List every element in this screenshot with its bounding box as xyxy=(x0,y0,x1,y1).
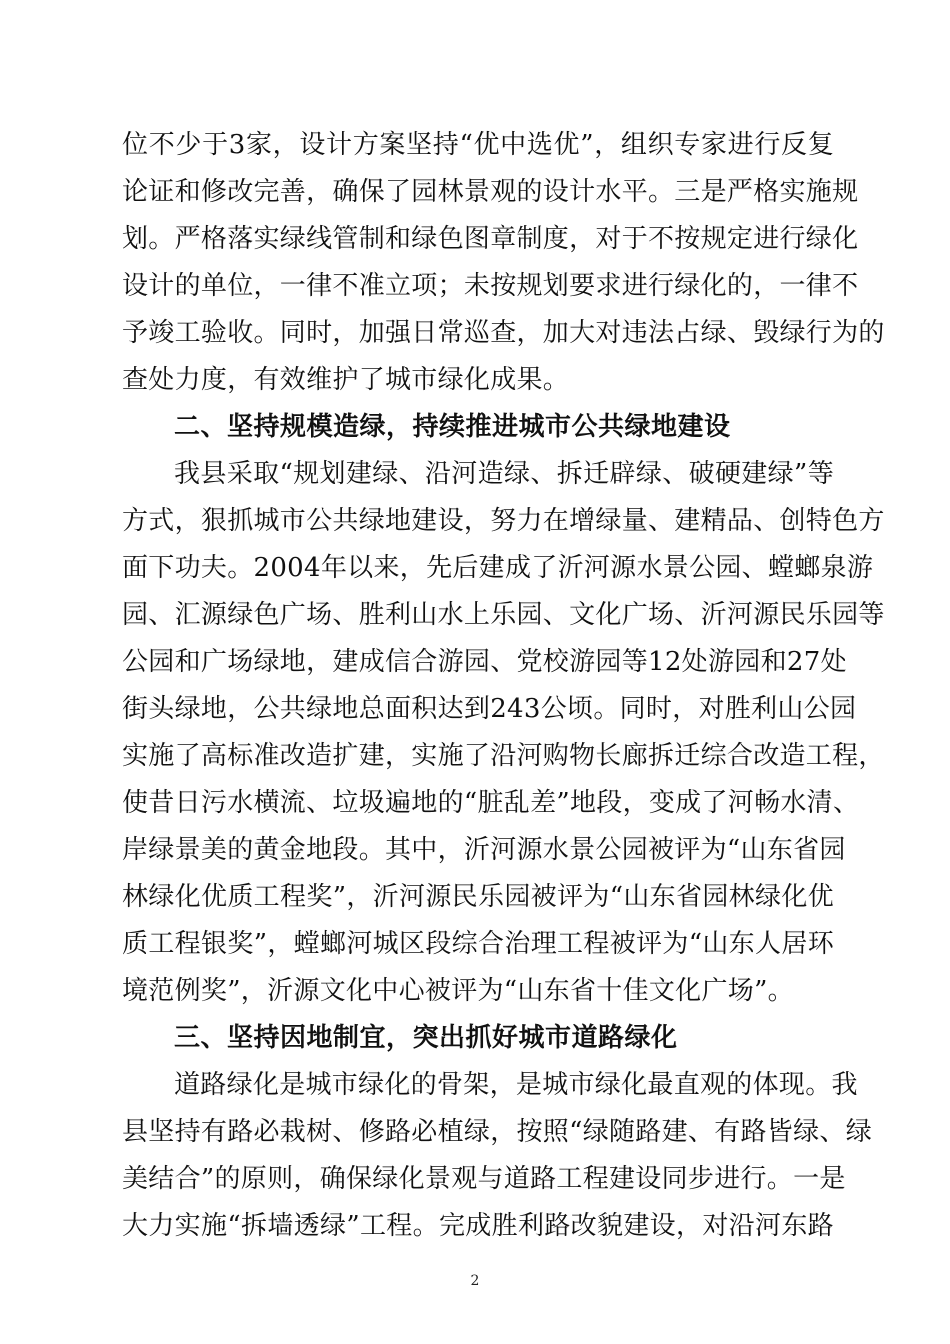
text-line-14: 实施了高标准改造扩建，实施了沿河购物长廊拆迁综合改造工程， xyxy=(122,741,885,771)
text-line-2: 论证和修改完善，确保了园林景观的设计水平。三是严格实施规 xyxy=(122,177,859,207)
text-line-24: 大力实施“拆墙透绿”工程。完成胜利路改貌建设，对沿河东路 xyxy=(122,1211,834,1241)
text-line-3: 划。严格落实绿线管制和绿色图章制度，对于不按规定进行绿化 xyxy=(122,224,859,254)
text-line-12: 公园和广场绿地，建成信合游园、党校游园等12处游园和27处 xyxy=(122,647,847,677)
text-line-10: 面下功夫。2004年以来，先后建成了沂河源水景公园、螳螂泉游 xyxy=(122,553,874,583)
text-line-23: 美结合”的原则，确保绿化景观与道路工程建设同步进行。一是 xyxy=(122,1164,846,1194)
text-line-21: 道路绿化是城市绿化的骨架，是城市绿化最直观的体现。我 xyxy=(174,1070,858,1100)
text-line-16: 岸绿景美的黄金地段。其中，沂河源水景公园被评为“山东省园 xyxy=(122,835,846,865)
text-line-9: 方式，狠抓城市公共绿地建设，努力在增绿量、建精品、创特色方 xyxy=(122,506,885,536)
text-line-13: 街头绿地，公共绿地总面积达到243公顷。同时，对胜利山公园 xyxy=(122,694,857,724)
text-line-17: 林绿化优质工程奖”，沂河源民乐园被评为“山东省园林绿化优 xyxy=(122,882,834,912)
text-line-8: 我县采取“规划建绿、沿河造绿、拆迁辟绿、破硬建绿”等 xyxy=(174,459,834,489)
text-line-11: 园、汇源绿色广场、胜利山水上乐园、文化广场、沂河源民乐园等 xyxy=(122,600,885,630)
text-line-19: 境范例奖”，沂源文化中心被评为“山东省十佳文化广场”。 xyxy=(122,976,794,1006)
text-line-22: 县坚持有路必栽树、修路必植绿，按照“绿随路建、有路皆绿、绿 xyxy=(122,1117,872,1147)
page-number: 2 xyxy=(470,1273,480,1289)
text-line-6: 查处力度，有效维护了城市绿化成果。 xyxy=(122,365,570,395)
text-line-4: 设计的单位，一律不准立项；未按规划要求进行绿化的，一律不 xyxy=(122,271,859,301)
text-line-5: 予竣工验收。同时，加强日常巡查，加大对违法占绿、毁绿行为的 xyxy=(122,318,885,348)
section-heading-2: 二、坚持规模造绿，持续推进城市公共绿地建设 xyxy=(174,412,731,442)
text-line-15: 使昔日污水横流、垃圾遍地的“脏乱差”地段，变成了河畅水清、 xyxy=(122,788,860,818)
section-heading-3: 三、坚持因地制宜，突出抓好城市道路绿化 xyxy=(174,1023,678,1053)
text-line-18: 质工程银奖”，螳螂河城区段综合治理工程被评为“山东人居环 xyxy=(122,929,835,959)
text-line-1: 位不少于3家，设计方案坚持“优中选优”，组织专家进行反复 xyxy=(122,130,834,160)
